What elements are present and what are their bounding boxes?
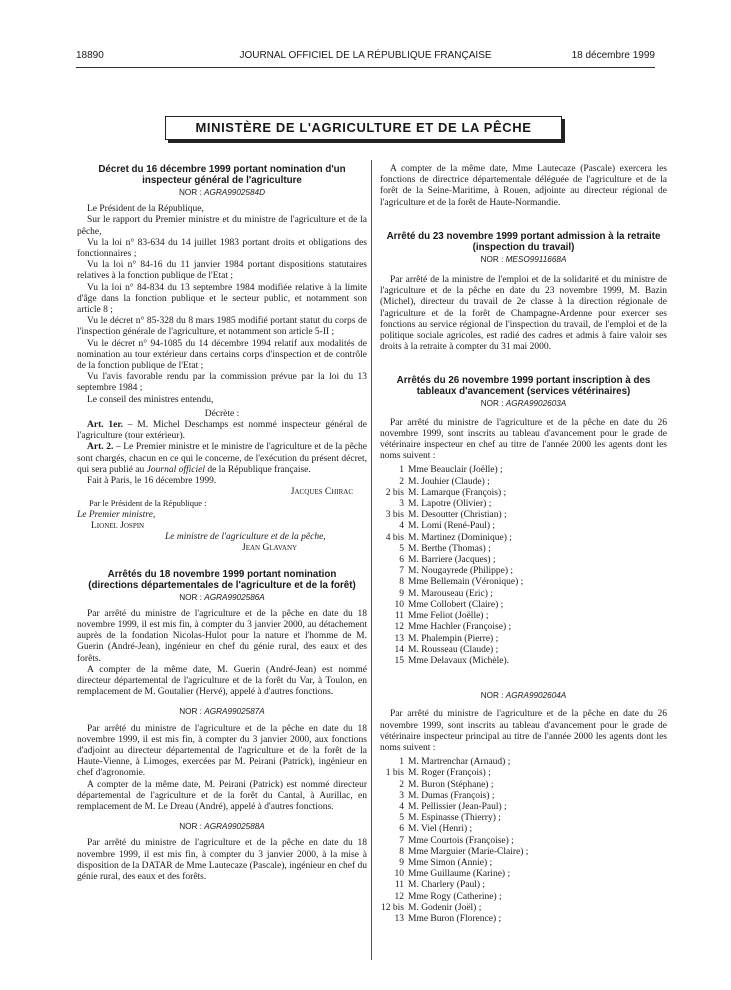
agent-name: M. Berthe (Thomas) ; — [408, 543, 491, 554]
list-item — [380, 824, 667, 835]
article-2: Art. 2. – Le Premier ministre et le ministre de l'agriculture et de la pêche sont chargés, chacun en ce qui le concerne, de l'exécution du présent décret, qui sera publié au Journal officiel de la République française. — [77, 442, 367, 475]
rank-number: 13 — [394, 633, 404, 644]
nor-line: NOR : AGRA9902603A — [480, 399, 567, 409]
list-item — [380, 555, 667, 566]
agent-name: Mme Feliot (Joëlle) ; — [408, 611, 489, 622]
ministre-name: Jean Glavany — [242, 543, 298, 554]
page-header — [76, 50, 655, 64]
rank-number: 9 — [399, 588, 404, 599]
decret-title: Décret du 16 décembre 1999 portant nomination d'un inspecteur général de l'agriculture — [98, 164, 346, 186]
decret-paragraph: Vu l'avis favorable rendu par la commission prévue par la loi du 13 septembre 1984 ; — [77, 372, 367, 394]
list-item — [380, 611, 667, 622]
rank-number: 3 — [399, 499, 404, 510]
paragraph: A compter de la même date, M. Guerin (André-Jean) est nommé directeur départemental de l'agriculture et de la forêt du Var, à Toulon, en remplacement de M. Goutalier (Hervé), appelé à d'autres fonctions. — [77, 664, 367, 698]
right-column — [380, 164, 667, 925]
list-item — [380, 780, 667, 791]
header-rule — [76, 67, 655, 68]
arrete-nov23-title: Arrêté du 23 novembre 1999 portant admission à la retraite (inspection du travail) — [386, 230, 661, 253]
fait-line: Fait à Paris, le 16 décembre 1999. — [87, 476, 217, 487]
nor-code: AGRA9902584D — [204, 188, 266, 197]
rank-number: 2 — [399, 779, 404, 790]
list-item — [380, 869, 667, 880]
list-item — [380, 802, 667, 813]
rank-number: 6 — [399, 824, 404, 835]
agent-name: M. Pellissier (Jean-Paul) ; — [408, 801, 507, 812]
rank-number: 7 — [399, 835, 404, 846]
rank-number: 12 bis — [381, 902, 404, 913]
list-item — [380, 903, 667, 914]
column-divider — [371, 160, 372, 960]
agent-name: M. Nougayrede (Philippe) ; — [408, 566, 514, 577]
decret-paragraph: Le conseil des ministres entendu, — [87, 394, 214, 405]
list-item — [380, 914, 667, 925]
rank-number: 15 — [394, 655, 404, 666]
premier-ministre-name: Lionel Jospin — [91, 520, 145, 531]
list-item — [380, 499, 667, 510]
paragraph: Par arrêté du ministre de l'agriculture et de la pêche en date du 26 novembre 1999, sont inscrits au tableau d'avancement pour le grade de vétérinaire inspecteur principal au titre de l'année 2000 les agents dont les noms suivent : — [380, 709, 667, 753]
rank-number: 10 — [394, 599, 404, 610]
decret-paragraph: Vu la loi n° 84-16 du 11 janvier 1984 portant dispositions statutaires relatives à la fonction publique de l'Etat ; — [77, 260, 367, 282]
list-item — [380, 836, 667, 847]
decrete-label: Décrète : — [204, 408, 240, 419]
list-item — [380, 533, 667, 544]
agent-name: M. Rousseau (Claude) ; — [408, 644, 499, 655]
agent-name: M. Viel (Henri) ; — [408, 824, 473, 835]
agent-name: Mme Guillaume (Karine) ; — [408, 869, 511, 880]
nor-line: NOR : AGRA9902588A — [179, 822, 265, 832]
rank-number: 2 — [399, 476, 404, 487]
rank-number: 13 — [394, 913, 404, 924]
decret-paragraph: Sur le rapport du Premier ministre et du ministre de l'agriculture et de la pêche, — [77, 215, 367, 237]
issue-date: 18 décembre 1999 — [571, 50, 655, 61]
rank-number: 2 bis — [385, 487, 404, 498]
list-item — [380, 768, 667, 779]
nor-line: NOR : AGRA9902584D — [178, 188, 266, 197]
agent-name: M. Lamarque (François) ; — [408, 487, 507, 498]
list-item — [380, 645, 667, 656]
list-item — [380, 510, 667, 521]
premier-ministre-title: Le Premier ministre, — [77, 509, 156, 520]
signature-president: Jacques Chirac — [290, 487, 353, 498]
rank-number: 1 — [399, 465, 404, 476]
rank-number: 6 — [399, 555, 404, 566]
rank-number: 4 — [399, 521, 404, 532]
agent-name: M. Roger (François) ; — [408, 768, 491, 779]
rank-number: 10 — [394, 869, 404, 880]
decret-paragraph: Vu la loi n° 84-834 du 13 septembre 1984 modifiée relative à la limite d'âge dans la fonction publique et le secteur public, et notamment son article 8 ; — [77, 282, 367, 316]
list-item — [380, 757, 667, 768]
rank-number: 12 — [394, 622, 404, 633]
list-item — [380, 521, 667, 532]
list-item — [380, 477, 667, 488]
agent-name: Mme Courtois (Françoise) ; — [408, 835, 514, 846]
agent-name: M. Marouseau (Eric) ; — [408, 588, 493, 599]
agent-name: Mme Rogy (Catherine) ; — [408, 891, 502, 902]
decret-body — [77, 204, 367, 406]
agent-name: Mme Bellemain (Véronique) ; — [408, 577, 524, 588]
agent-name: M. Desoutter (Christian) ; — [408, 510, 507, 521]
decret-paragraph: Vu la loi n° 83-634 du 14 juillet 1983 portant droits et obligations des fonctionnaires ; — [77, 237, 367, 260]
rank-number: 7 — [399, 566, 404, 577]
agent-name: Mme Delavaux (Michèle). — [408, 655, 510, 666]
page-number: 18890 — [76, 50, 104, 61]
article-1: Art. 1er. – M. Michel Deschamps est nommé inspecteur général de l'agriculture (tour extérieur). — [77, 420, 367, 442]
rank-number: 14 — [394, 644, 404, 655]
agent-name: Mme Collobert (Claire) ; — [408, 599, 504, 610]
arretes-nov26-title: Arrêtés du 26 novembre 1999 portant inscription à des tableaux d'avancement (services vétérinaires) — [396, 375, 651, 398]
rank-number: 5 — [399, 813, 404, 824]
list-item — [380, 465, 667, 476]
agent-name: M. Martrenchar (Arnaud) ; — [408, 757, 511, 768]
left-column — [77, 164, 367, 883]
list-item — [380, 847, 667, 858]
agent-name: M. Charlery (Paul) ; — [408, 880, 486, 891]
rank-number: 8 — [399, 846, 404, 857]
paragraph: Par arrêté du ministre de l'agriculture et de la pêche en date du 18 novembre 1999, il est mis fin, à compter du 3 janvier 2000, au détachement auprès de la fondation Nicolas-Hulot pour la nature et l'homme de M. Guerin (André-Jean), ingénieur en chef du génie rural, des eaux et des forêts. — [77, 608, 367, 664]
list-item — [380, 488, 667, 499]
list-item — [380, 634, 667, 645]
agent-name: Mme Hachler (Françoise) ; — [408, 622, 512, 633]
rank-number: 12 — [394, 891, 404, 902]
agent-name: M. Lapotre (Olivier) ; — [408, 499, 492, 510]
list-item — [380, 544, 667, 555]
rank-number: 3 — [399, 790, 404, 801]
list-item — [380, 880, 667, 891]
paragraph: Par arrêté du ministre de l'agriculture et de la pêche en date du 18 novembre 1999, il est mis fin, à compter du 3 janvier 2000, à la mise à disposition de la DATAR de Mme Lautecaze (Pascale), ingénieur en chef du génie rural, des eaux et des forêts. — [77, 838, 367, 882]
rank-number: 1 bis — [385, 768, 404, 779]
agent-name: M. Barriere (Jacques) ; — [408, 555, 496, 566]
ministry-title: MINISTÈRE DE L'AGRICULTURE ET DE LA PÊCHE — [165, 116, 562, 140]
decret-paragraph: Vu le décret n° 85-328 du 8 mars 1985 modifié portant statut du corps de l'inspection générale de l'agriculture, et notamment son article 5-II ; — [77, 316, 367, 338]
rank-number: 5 — [399, 543, 404, 554]
list-item — [380, 577, 667, 588]
agent-name: Mme Buron (Florence) ; — [408, 913, 502, 924]
rank-number: 4 — [399, 801, 404, 812]
agent-name: M. Dumas (François) ; — [408, 790, 495, 801]
list-item — [380, 656, 667, 667]
advancement-list-chef — [380, 465, 667, 667]
agent-name: Mme Simon (Annie) ; — [408, 857, 493, 868]
rank-number: 4 bis — [385, 532, 404, 543]
nor-line: NOR : MESO9911668A — [480, 254, 567, 264]
agent-name: M. Lomi (René-Paul) ; — [408, 521, 496, 532]
rank-number: 9 — [399, 857, 404, 868]
journal-title: JOURNAL OFFICIEL DE LA RÉPUBLIQUE FRANÇAISE — [239, 50, 492, 61]
agent-name: M. Phalempin (Pierre) ; — [408, 633, 499, 644]
nor-line: NOR : AGRA9902604A — [480, 691, 567, 701]
nor-line: NOR : AGRA9902586A — [179, 592, 265, 602]
agent-name: M. Martinez (Dominique) ; — [408, 532, 512, 543]
arretes-nov18-title: Arrêtés du 18 novembre 1999 portant nomination (directions départementales de l'agriculture et de la forêt) — [88, 568, 356, 591]
agent-name: Mme Marguier (Marie-Claire) ; — [408, 846, 529, 857]
nor-line: NOR : AGRA9902587A — [179, 707, 265, 717]
paragraph: Par arrêté du ministre de l'agriculture et de la pêche en date du 18 novembre 1999, il est mis fin, à compter du 3 janvier 2000, aux fonctions d'adjoint au directeur départemental de l'agriculture et de la forêt de la Haute-Vienne, à Limoges, exercées par M. Peirani (Patrick), ingénieur en chef d'agronomie. — [77, 723, 367, 779]
list-item — [380, 600, 667, 611]
agent-name: Mme Beauclair (Joëlle) ; — [408, 465, 503, 476]
rank-number: 11 — [394, 880, 404, 891]
agent-name: M. Buron (Stéphane) ; — [408, 779, 494, 790]
paragraph: Par arrêté de la ministre de l'emploi et de la solidarité et du ministre de l'agriculture et de la pêche en date du 23 novembre 1999, M. Bazin (Michel), directeur du travail de 2e classe à la direction régionale de l'agriculture et de la forêt de Champagne-Ardenne pour exercer ses fonctions au service régional de l'inspection du travail, de l'emploi et de la politique sociale agricoles, est radié des cadres et admis à faire valoir ses droits à la retraite à compter du 31 mai 2000. — [380, 275, 667, 353]
advancement-list-principal — [380, 757, 667, 925]
par-le-president: Par le Président de la République : — [89, 498, 207, 509]
decret-paragraph: Vu le décret n° 94-1085 du 14 décembre 1994 relatif aux modalités de nomination au tour extérieur dans certains corps d'inspection et de contrôle de la fonction publique de l'Etat ; — [77, 338, 367, 372]
list-item — [380, 892, 667, 903]
paragraph: A compter de la même date, Mme Lautecaze (Pascale) exercera les fonctions de directrice départementale déléguée de l'agriculture et de la forêt de la Seine-Maritime, à Rouen, adjointe au directeur régional de l'agriculture et de la forêt de Haute-Normandie. — [380, 164, 667, 208]
decret-paragraph: Le Président de la République, — [87, 204, 204, 215]
list-item — [380, 813, 667, 824]
list-item — [380, 622, 667, 633]
ministre-title: Le ministre de l'agriculture et de la pêche, — [165, 532, 326, 543]
list-item — [380, 791, 667, 802]
paragraph: Par arrêté du ministre de l'agriculture et de la pêche en date du 26 novembre 1999, sont inscrits au tableau d'avancement pour le grade de vétérinaire inspecteur en chef au titre de l'année 2000 les agents dont les noms suivent : — [380, 417, 667, 462]
agent-name: M. Godenir (Joël) ; — [408, 902, 482, 913]
rank-number: 8 — [399, 577, 404, 588]
rank-number: 1 — [399, 757, 404, 768]
list-item — [380, 566, 667, 577]
agent-name: M. Espinasse (Thierry) ; — [408, 813, 501, 824]
paragraph: A compter de la même date, M. Peirani (Patrick) est nommé directeur départemental de l'agriculture et de la forêt du Cantal, à Aurillac, en remplacement de M. Le Dreau (André), appelé à d'autres fonctions. — [77, 779, 367, 812]
list-item — [380, 589, 667, 600]
list-item — [380, 858, 667, 869]
agent-name: M. Jouhier (Claude) ; — [408, 476, 490, 487]
rank-number: 11 — [394, 611, 404, 622]
rank-number: 3 bis — [385, 510, 404, 521]
